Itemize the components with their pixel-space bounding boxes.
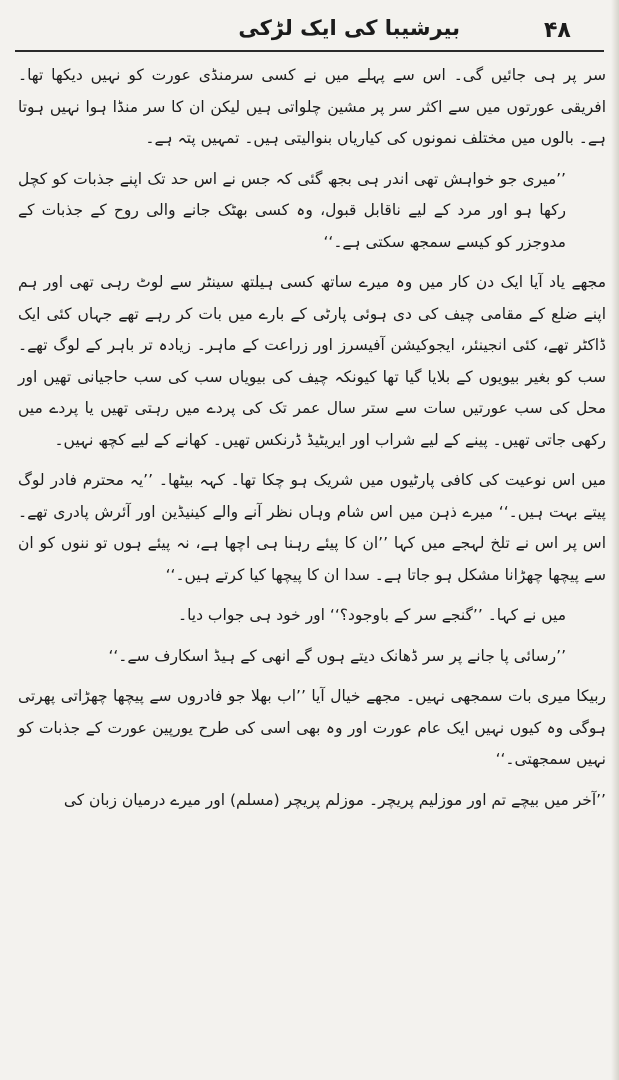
- page-number: ۴۸: [544, 18, 571, 43]
- paragraph: میں نے کہا۔ ’’گنجے سر کے باوجود؟‘‘ اور خود ہی جواب دیا۔: [177, 606, 566, 624]
- paragraph: ’’آخر میں بیچے تم اور موزلیم پریچر۔ موزلم پریچر (مسلم) اور میرے درمیان زبان کی: [63, 790, 606, 809]
- paragraph: ’’میری جو خواہش تھی اندر ہی بجھ گئی کہ جس نے اس حد تک اپنے جذبات کو کچل رکھا ہو اور مرد کے لیے ناقابل قبول، وہ کسی بھٹک جانے والی روح کے جذبات کے مدوجزر کو کیسے سمجھ سکتی ہے۔‘‘: [18, 169, 566, 251]
- page-header: [0, 10, 619, 50]
- paragraph: ’’رسائی پا جانے پر سر ڈھانک دیتے ہوں گے انھی کے ہیڈ اسکارف سے۔‘‘: [108, 646, 566, 665]
- paragraph: سر پر ہی جائیں گی۔ اس سے پہلے میں نے کسی سرمنڈی عورت کو نہیں دیکھا تھا۔ افریقی عورتوں میں سے اکثر سر پر مشین چلواتی ہیں لیکن ان کا سر منڈا ہوا نہیں ہوتا ہے۔ بالوں میں مختلف نمونوں کی کیاریاں بنوالیتی ہیں۔ تمہیں پتہ ہے۔: [18, 66, 606, 147]
- paragraph: ربیکا میری بات سمجھی نہیں۔ مجھے خیال آیا ’’اب بھلا جو فادروں سے پیچھا چھڑاتی پھرتی ہوگی وہ کیوں نہیں ایک عام عورت اور وہ بھی اسی کی طرح یورپین عورت کے جذبات کو نہیں سمجھتی۔‘‘: [18, 687, 606, 768]
- paragraph: مجھے یاد آیا ایک دن کار میں وہ میرے ساتھ کسی ہیلتھ سینٹر سے لوٹ رہی تھی اور ہم اپنے ضلع کے مقامی چیف کی دی ہوئی پارٹی کے بارے میں بات کر رہے تھے جہاں کئی ایک ڈاکٹر تھے، کئی انجینئر، ایجوکیشن آفیسرز اور زراعت کے ماہر۔ زیادہ تر باہر کے لوگ تھے۔ سب کو بغیر بیویوں کے بلایا گیا تھا کیونکہ چیف کی بیویاں سب کی سب حاجیانی تھیں اور محل کی سب عورتیں سات سے ستر سال عمر تک کی پردے میں رہتی تھیں یا پردے میں رکھی جاتی تھیں۔ پینے کے لیے شراب اور ایریٹیڈ ڈرنکس تھیں۔ کھانے کے لیے کچھ نہیں۔: [18, 273, 606, 449]
- page-edge-shadow: [611, 0, 619, 1080]
- body-text: [18, 60, 606, 825]
- header-rule: [15, 50, 604, 52]
- paragraph: میں اس نوعیت کی کافی پارٹیوں میں شریک ہو چکا تھا۔ کہہ بیٹھا۔ ’’یہ محترم فادر لوگ پیتے بہت ہیں۔‘‘ میرے ذہن میں اس شام وہاں نظر آنے والے کینیڈین اور آئرش پادری تھے۔ اس پر اس نے تلخ لہجے میں کہا ’’ان کا پیئے رہنا ہی اچھا ہے، نہ پیئے ہوں تو ننوں کو ان سے پیچھا چھڑانا مشکل ہو جاتا ہے۔ سدا ان کا پیچھا کیا کرتے ہیں۔‘‘: [18, 471, 606, 584]
- running-title: بیرشیبا کی ایک لڑکی: [238, 16, 460, 40]
